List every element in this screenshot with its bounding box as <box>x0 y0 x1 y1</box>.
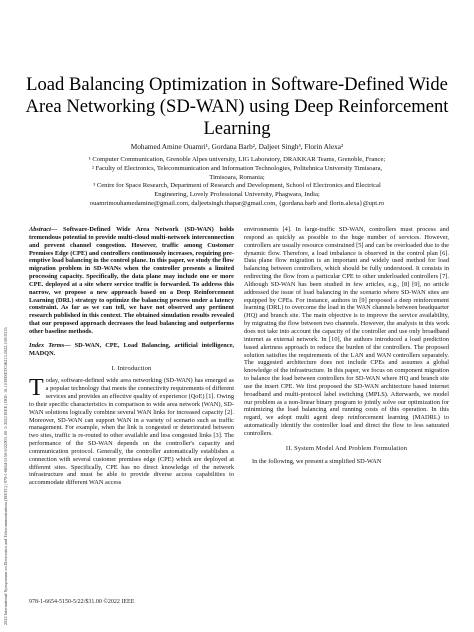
section-heading-introduction: I. Introduction <box>111 364 152 372</box>
affiliation-line: Timisoara, Romania; <box>209 173 265 181</box>
affiliation-line: ³ Centre for Space Research, Department of Research and Development, School of Electronics and Electrical <box>93 182 381 190</box>
intro-continued-paragraph: environments [4]. In large-traffic SD-WAN, controllers must process and respond as quickly as possible to the huge number of services. However, controllers are usually resource constrained [5] and can be overloaded due to the dynamic flow. Therefore, a load imbalance is observed in the control plan [6]. Data plane flow migration is an important and widely used method for load balancing between controllers, which should be fully understood. It consists in redirecting the flow from a particular CPE to other underloaded controllers [7]. Although SD-WAN has been studied in few articles, e.g., [8] [9], no article addressed the issue of load balancing in the scenario where SD-WAN sites are equipped by CPEs. For instance, authors in [9] proposed a deep reinforcement learning (DRL) to overcome the load in the WAN channels between headquarter (HQ) and branch site. The main objective is to improve the service availability, by migrating the flow between two channels. However, the analysis in this work does not take into account the capacity of the controller and use only broadband internet as external network. In [10], the authors introduced a load prediction based alertness approach to reduce the burden of the controllers. The proposed solution satisfies the requirements of the LAN and WAN controllers separately. The suggested architecture does not include CPEs and assumes a global knowledge of the infrastructure. In this paper, we focus on component migration to balance the load between controllers for SD-WAN where HQ and branch site use the insert CPE. We first proposed the SD-WAN architecture based internet broadband and multi-protocol label switching (MPLS). Afterwards, we model our problem as a non-linear binary program to jointly solve our optimization for minimizing the load balancing and running costs of this operation. In this regard, we adopt multi agent deep reinforcement learning (MADRL) to automatically identify the controller load and direct the flow to less saturated controllers. <box>244 226 449 437</box>
section-heading-system-model: II. System Model And Problem Formulation <box>285 444 408 452</box>
affiliations <box>20 156 454 209</box>
abstract <box>29 226 234 336</box>
author-emails: ouamrimouhamedamine@gmail.com, daljeetsingh.thapar@gmail.com, {gordana.barb and florin.alexa}@upt.ro <box>89 199 385 207</box>
index-terms-text: — SD-WAN, CPE, Load Balancing, artificial intelligence, MADQN. <box>29 341 234 357</box>
introduction-text: oday, software-defined wide area networking (SD-WAN) has emerged as a popular technology that meets the connectivity requirements of different services and provides an effective quality of experience (QoE) [1]. Owing to their specific characteristics in comparison to wide area network (WAN), SD-WAN solutions logically combine several WAN links for increased capacity [2]. Moreover, SD-WAN can support WAN in a variety of scenario such as traffic management. For example, when the link is congested or deteriorated between two sites, traffic is re-routed to other available and less congested links [3]. The performance of the SD-WAN depends on the controller's capacity and communication protocol. Generally, the controller automatically establishes a connection with several customer premises edge (CPE) which are deployed at different sites. Specifically, CPE has no direct knowledge of the network infrastructure and must be able to provide diverse access capabilities to accommodate different WAN access <box>29 377 234 487</box>
author-list: Mohamed Amine Ouamri¹, Gordana Barb², Daljeet Singh³, Florin Alexa² <box>130 142 344 151</box>
index-terms <box>29 342 234 358</box>
doi-sidebar: 2022 International Symposium on Electronics and Telecommunications (ISETC) | 978-1-6654-5150-5/22/$31.00 ©2022 IEEE | DOI: 10.1109/ISETC56213.2022.10010335 <box>3 327 8 625</box>
drop-cap: T <box>29 375 44 402</box>
introduction-paragraph <box>29 377 234 487</box>
copyright-footer: 978-1-6654-5150-5/22/$31.00 ©2022 IEEE <box>29 599 135 605</box>
paper-title: Load Balancing Optimization in Software-Defined Wide Area Networking (SD-WAN) using Deep Reinforcement Learning <box>25 74 449 139</box>
abstract-text: — Software-Defined Wide Area Network (SD-WAN) holds tremendous potential to provide multi-cloud multi-network interconnection and prevent channel congestion. However, traffic among Customer Premises Edge (CPE) and controllers continuously increases, requiring pre-emptive load balancing in the control plane. In this paper, we study the flow migration problem in SD-WANs when the controller presents a limited processing capacity. Specifically, the data plane may include one or more CPE. deployed at a site where service traffic is forwarded. To address this narrow, we propose a new approach based on a Deep Reinforcement Learning (DRL) strategy to optimize the balancing process under a latency constraint. As far as we can tell, we have not observed any pertinent research published in this context. The obtained simulation results revealed that our proposed approach decreases the load balancing and outperforms other baseline methods. <box>29 226 234 335</box>
affiliation-line: ¹ Computer Communication, Grenoble Alpes university, LIG Laboratory, DRAKKAR Teams, Grenoble, France; <box>88 156 386 163</box>
affiliation-line: ² Faculty of Electronics, Telecommunication and Information Technologies, Politehnica University Timisoara, <box>91 164 383 172</box>
affiliation-line: Engineering, Lovely Professional University, Phagwara, India; <box>154 191 320 199</box>
right-column <box>244 226 449 465</box>
left-column <box>29 226 234 487</box>
abstract-label: Abstract <box>29 226 51 233</box>
index-terms-label: Index Terms <box>29 341 65 349</box>
system-model-paragraph: In the following, we present a simplified SD-WAN <box>252 457 382 465</box>
